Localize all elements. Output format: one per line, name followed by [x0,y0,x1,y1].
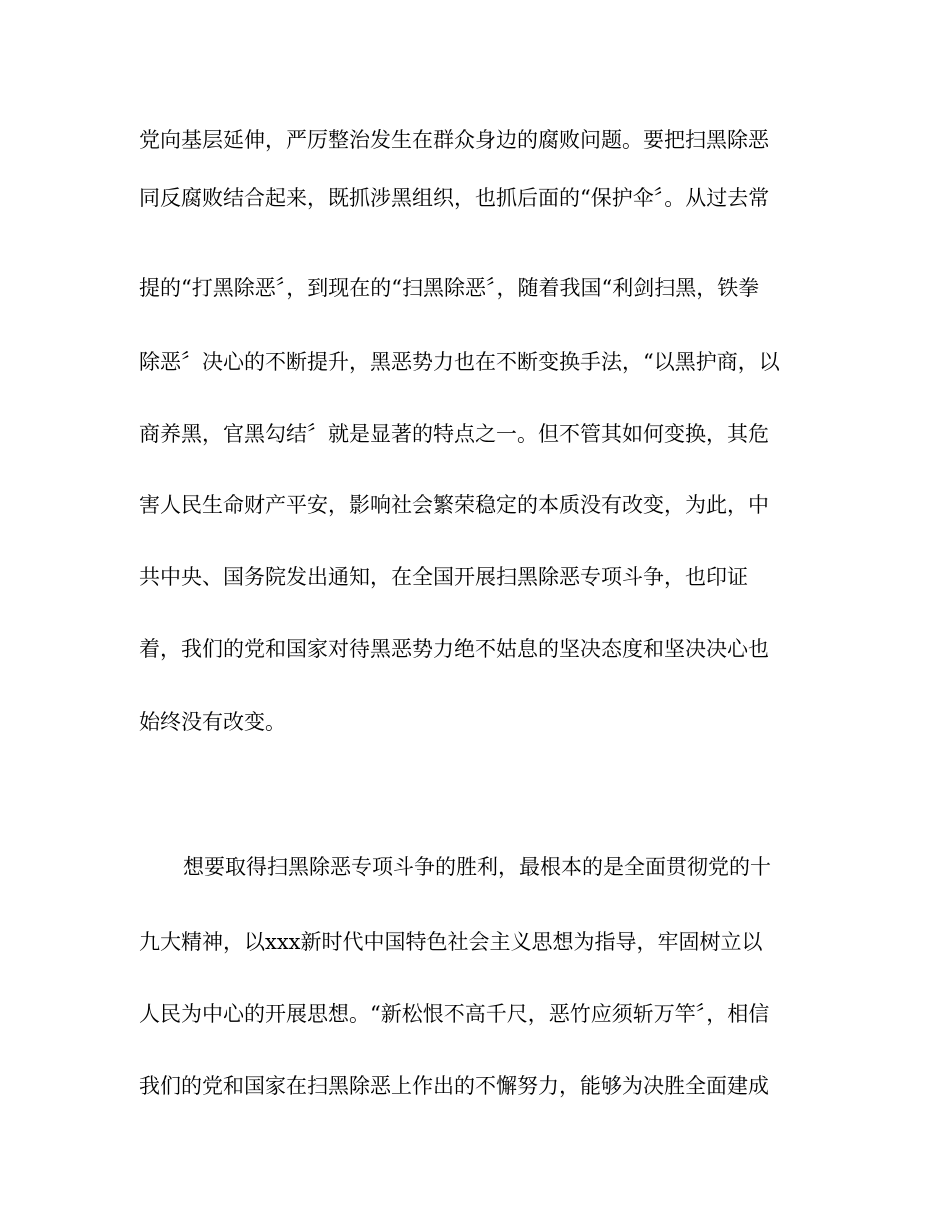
text-line: 九大精神，以xxx新时代中国特色社会主义思想为指导，牢固树立以 [139,930,763,954]
text-line: 着，我们的党和国家对待黑恶势力绝不姑息的坚决态度和坚决决心也 [139,637,769,661]
text-line: 同反腐败结合起来，既抓涉黑组织，也抓后面的“保护伞〞。从过去常 [139,186,770,210]
text-line: 商养黑，官黑勾结〞就是显著的特点之一。但不管其如何变换，其危 [139,422,769,446]
text-line: 共中央、国务院发出通知，在全国开展扫黑除恶专项斗争，也印证 [139,565,748,589]
text-line: 除恶〞决心的不断提升，黑恶势力也在不断变换手法，“以黑护商，以 [139,350,780,374]
text-line: 害人民生命财产平安，影响社会繁荣稳定的本质没有改变，为此，中 [139,493,769,517]
text-line: 党向基层延伸，严厉整治发生在群众身边的腐败问题。要把扫黑除恶 [139,128,769,152]
text-line: 提的“打黑除恶〞，到现在的“扫黑除恶〞，随着我国“利剑扫黑，铁拳 [139,276,760,300]
text-line: 人民为中心的开展思想。“新松恨不高千尺，恶竹应须斩万竿〞，相信 [139,1002,770,1026]
text-line: 我们的党和国家在扫黑除恶上作出的不懈努力，能够为决胜全面建成 [139,1074,769,1098]
text-line: 想要取得扫黑除恶专项斗争的胜利，最根本的是全面贯彻党的十 [183,855,771,879]
text-line: 始终没有改变。 [139,710,286,734]
